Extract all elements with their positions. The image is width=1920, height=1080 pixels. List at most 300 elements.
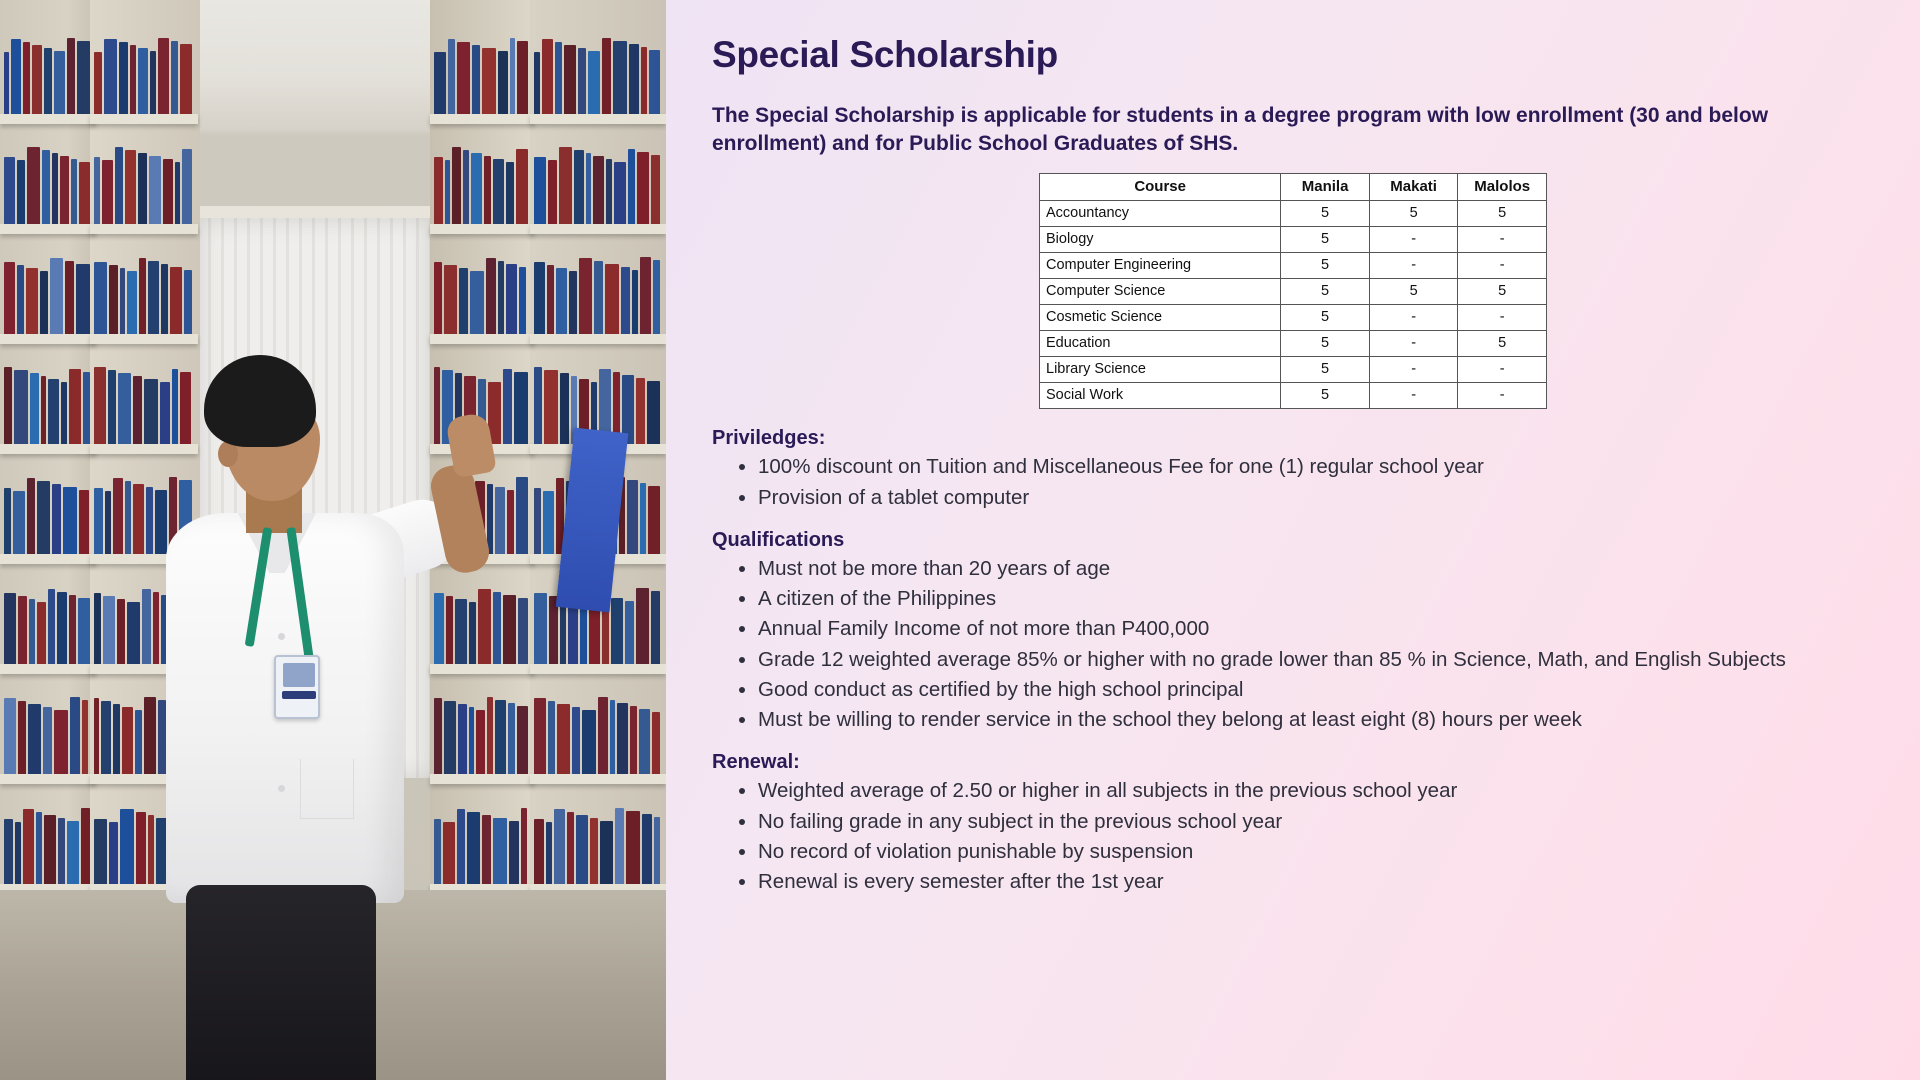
intro-paragraph: The Special Scholarship is applicable for students in a degree program with low enrollment (30 and below enrollment) and for Public School Graduates of SHS.	[712, 104, 1769, 155]
cell-manila: 5	[1281, 331, 1370, 357]
book-spine	[52, 153, 57, 224]
list-item: • Grade 12 weighted average 85% or higher with no grade lower than 85 % in Science, Math, and English Subjects	[758, 646, 1886, 673]
table-row	[1040, 357, 1547, 383]
book-spine	[133, 376, 142, 444]
book-spine	[554, 809, 565, 884]
book-row	[4, 146, 92, 224]
book-spine	[44, 815, 55, 884]
book-spine	[102, 160, 113, 224]
book-spine	[548, 160, 557, 224]
book-spine	[495, 487, 506, 554]
cell-makati: 5	[1369, 279, 1458, 305]
book-row	[94, 36, 194, 114]
book-spine	[517, 706, 528, 774]
book-spine	[578, 48, 586, 114]
book-spine	[470, 271, 484, 334]
book-spine	[521, 808, 527, 884]
book-spine	[586, 153, 592, 224]
book-spine	[444, 265, 457, 334]
student-trousers	[186, 885, 376, 1080]
book-spine	[23, 809, 33, 884]
book-spine	[588, 51, 601, 114]
book-spine	[517, 41, 528, 114]
shelf-board	[0, 334, 96, 344]
book-spine	[69, 369, 80, 444]
book-spine	[104, 39, 117, 114]
table-header-row	[1040, 174, 1547, 201]
book-spine	[60, 156, 70, 224]
table-row	[1040, 305, 1547, 331]
book-spine	[516, 477, 528, 554]
shelf-board	[0, 554, 96, 564]
shelf-board	[430, 664, 534, 674]
section-heading: Renewal:	[712, 751, 800, 774]
book-spine	[629, 44, 639, 114]
book-spine	[482, 48, 496, 114]
section-list	[700, 555, 1886, 734]
book-spine	[647, 381, 660, 444]
book-spine	[48, 589, 54, 664]
book-spine	[108, 370, 116, 444]
library-photo	[0, 0, 666, 1080]
list-item: • Renewal is every semester after the 1st year	[758, 868, 1886, 895]
cell-malolos: 5	[1458, 201, 1547, 227]
book-spine	[506, 264, 517, 334]
book-spine	[57, 592, 68, 664]
book-spine	[149, 156, 162, 224]
cell-manila: 5	[1281, 279, 1370, 305]
book-spine	[158, 38, 169, 114]
book-spine	[444, 701, 456, 774]
book-spine	[625, 601, 633, 664]
book-spine	[498, 261, 504, 334]
book-spine	[434, 52, 446, 114]
book-row	[434, 256, 530, 334]
book-spine	[598, 697, 608, 774]
shelf-board	[90, 224, 198, 234]
book-row	[434, 806, 530, 884]
book-spine	[544, 370, 557, 444]
cell-malolos: -	[1458, 305, 1547, 331]
book-spine	[493, 818, 507, 884]
book-spine	[40, 271, 48, 334]
book-spine	[4, 157, 15, 224]
book-spine	[610, 700, 616, 774]
shelf-board	[530, 774, 666, 784]
book-spine	[27, 147, 39, 224]
book-spine	[617, 703, 628, 774]
scholarship-content-panel	[666, 0, 1920, 1080]
book-spine	[122, 707, 133, 774]
book-spine	[94, 52, 102, 114]
book-spine	[469, 602, 477, 664]
section-heading: Qualifications	[712, 528, 845, 551]
book-spine	[548, 701, 556, 774]
book-spine	[82, 700, 88, 774]
book-spine	[180, 44, 192, 114]
book-spine	[557, 704, 570, 774]
book-spine	[602, 38, 611, 114]
cell-course: Computer Science	[1040, 279, 1281, 305]
book-spine	[67, 821, 79, 884]
book-spine	[109, 822, 118, 884]
book-spine	[4, 367, 12, 444]
book-spine	[534, 698, 546, 774]
book-spine	[63, 487, 77, 554]
section-list	[700, 777, 1886, 895]
shelf-board	[90, 334, 198, 344]
book-spine	[482, 815, 491, 884]
book-spine	[48, 379, 58, 444]
list-item: • Weighted average of 2.50 or higher in all subjects in the previous school year	[758, 777, 1886, 804]
book-spine	[632, 270, 638, 334]
book-spine	[651, 155, 660, 224]
cell-makati: 5	[1369, 201, 1458, 227]
book-spine	[534, 367, 542, 444]
book-spine	[560, 373, 569, 444]
book-spine	[534, 488, 541, 554]
book-spine	[498, 51, 508, 114]
book-spine	[54, 710, 68, 774]
book-spine	[463, 150, 469, 224]
book-spine	[18, 701, 26, 774]
book-spine	[23, 42, 29, 114]
book-spine	[542, 39, 553, 114]
cell-makati: -	[1369, 331, 1458, 357]
book-spine	[50, 258, 63, 334]
book-spine	[113, 704, 119, 774]
book-spine	[29, 599, 34, 664]
book-spine	[653, 260, 660, 334]
shelf-board	[0, 114, 96, 124]
cell-course: Accountancy	[1040, 201, 1281, 227]
book-spine	[4, 488, 11, 554]
book-spine	[94, 262, 107, 334]
cell-malolos: -	[1458, 357, 1547, 383]
shelf-board	[430, 334, 534, 344]
shelf-board	[430, 774, 534, 784]
book-spine	[26, 268, 38, 334]
book-spine	[4, 698, 16, 774]
book-spine	[560, 599, 566, 664]
book-row	[534, 696, 662, 774]
book-spine	[113, 478, 123, 554]
book-spine	[77, 41, 90, 114]
book-spine	[65, 261, 74, 334]
book-spine	[171, 41, 178, 114]
book-row	[94, 146, 194, 224]
book-spine	[640, 483, 647, 554]
shelf-board	[90, 114, 198, 124]
shirt-button	[278, 633, 285, 640]
table-row	[1040, 201, 1547, 227]
book-spine	[4, 593, 16, 664]
cell-malolos: 5	[1458, 331, 1547, 357]
book-spine	[639, 709, 651, 774]
book-spine	[640, 257, 651, 334]
book-spine	[568, 602, 578, 664]
cell-course: Computer Engineering	[1040, 253, 1281, 279]
book-spine	[133, 484, 144, 554]
book-row	[4, 366, 92, 444]
cell-malolos: 5	[1458, 279, 1547, 305]
book-row	[4, 696, 92, 774]
book-spine	[83, 372, 90, 444]
book-row	[4, 476, 92, 554]
book-spine	[546, 822, 552, 884]
id-badge	[274, 655, 320, 719]
book-spine	[94, 698, 99, 774]
book-spine	[42, 150, 51, 224]
book-spine	[471, 153, 481, 224]
book-spine	[457, 42, 470, 114]
cell-malolos: -	[1458, 227, 1547, 253]
cell-course: Library Science	[1040, 357, 1281, 383]
book-spine	[94, 488, 103, 554]
table-head	[1040, 174, 1547, 201]
book-spine	[125, 150, 137, 224]
book-spine	[508, 703, 515, 774]
book-spine	[469, 707, 474, 774]
book-spine	[590, 818, 598, 884]
shelf-board	[0, 444, 96, 454]
book-spine	[163, 159, 172, 224]
book-spine	[559, 147, 572, 224]
book-spine	[136, 812, 146, 884]
book-spine	[67, 38, 75, 114]
book-spine	[564, 45, 576, 114]
book-spine	[30, 373, 39, 444]
book-spine	[120, 268, 125, 334]
book-row	[4, 586, 92, 664]
book-spine	[94, 367, 106, 444]
book-spine	[593, 156, 603, 224]
book-spine	[71, 159, 77, 224]
cell-makati: -	[1369, 227, 1458, 253]
book-spine	[534, 819, 544, 884]
cell-course: Education	[1040, 331, 1281, 357]
book-spine	[493, 592, 502, 664]
book-spine	[642, 814, 652, 884]
book-spine	[507, 490, 514, 554]
book-spine	[519, 267, 526, 334]
book-spine	[514, 372, 528, 444]
list-item: • No record of violation punishable by suspension	[758, 838, 1886, 865]
book-spine	[105, 491, 110, 554]
book-spine	[17, 160, 25, 224]
book-spine	[36, 812, 43, 884]
table-header-manila: Manila	[1281, 174, 1370, 201]
book-spine	[94, 593, 101, 664]
book-row	[94, 256, 194, 334]
book-spine	[606, 159, 613, 224]
list-item: • Must not be more than 20 years of age	[758, 555, 1886, 582]
book-spine	[434, 157, 443, 224]
book-spine	[78, 598, 90, 664]
book-spine	[613, 41, 627, 114]
table-row	[1040, 331, 1547, 357]
book-spine	[476, 710, 486, 774]
cell-manila: 5	[1281, 253, 1370, 279]
cell-manila: 5	[1281, 201, 1370, 227]
shelf-board	[430, 114, 534, 124]
section-heading: Priviledges:	[712, 427, 826, 450]
cell-makati: -	[1369, 253, 1458, 279]
book-spine	[69, 595, 76, 664]
id-badge-photo	[283, 663, 315, 687]
shelf-board	[0, 224, 96, 234]
table-row	[1040, 279, 1547, 305]
shelf-board	[530, 114, 666, 124]
list-item: • Provision of a tablet computer	[758, 484, 1886, 511]
section-list	[700, 453, 1886, 511]
book-spine	[457, 809, 465, 884]
book-spine	[516, 149, 528, 224]
book-spine	[579, 258, 592, 334]
book-spine	[115, 147, 122, 224]
book-spine	[582, 710, 595, 774]
book-spine	[17, 265, 24, 334]
cell-manila: 5	[1281, 227, 1370, 253]
cell-course: Biology	[1040, 227, 1281, 253]
book-spine	[518, 598, 528, 664]
shelf-board	[530, 224, 666, 234]
book-spine	[605, 264, 619, 334]
book-spine	[61, 382, 68, 444]
book-spine	[452, 147, 462, 224]
cell-course: Social Work	[1040, 383, 1281, 409]
book-spine	[594, 261, 603, 334]
book-spine	[4, 52, 9, 114]
book-spine	[79, 162, 90, 224]
book-spine	[44, 48, 51, 114]
page-title: Special Scholarship	[712, 34, 1058, 75]
cell-manila: 5	[1281, 357, 1370, 383]
cell-manila: 5	[1281, 305, 1370, 331]
book-spine	[506, 162, 514, 224]
book-spine	[434, 262, 442, 334]
slots-table-wrapper	[1039, 173, 1547, 409]
table-row	[1040, 227, 1547, 253]
book-spine	[14, 370, 27, 444]
book-spine	[534, 262, 545, 334]
shelf-board	[0, 774, 96, 784]
book-spine	[641, 47, 647, 114]
book-spine	[175, 162, 180, 224]
book-spine	[103, 596, 115, 664]
book-spine	[611, 598, 623, 664]
book-spine	[486, 258, 496, 334]
list-item: • A citizen of the Philippines	[758, 585, 1886, 612]
table-header-makati: Makati	[1369, 174, 1458, 201]
book-spine	[118, 373, 131, 444]
cell-makati: -	[1369, 357, 1458, 383]
book-spine	[509, 821, 519, 884]
shelf-board	[0, 664, 96, 674]
book-spine	[503, 595, 516, 664]
book-spine	[534, 52, 540, 114]
shirt-pocket	[300, 759, 354, 819]
book-spine	[626, 811, 640, 884]
book-row	[534, 146, 662, 224]
book-spine	[654, 817, 660, 884]
book-spine	[135, 710, 142, 774]
book-spine	[52, 484, 61, 554]
book-spine	[478, 589, 490, 664]
book-spine	[43, 707, 52, 774]
book-spine	[567, 812, 574, 884]
book-row	[4, 36, 92, 114]
book-spine	[493, 159, 504, 224]
book-spine	[574, 150, 583, 224]
book-spine	[648, 486, 660, 554]
book-spine	[125, 481, 131, 554]
book-spine	[76, 264, 90, 334]
cell-makati: -	[1369, 305, 1458, 331]
book-spine	[4, 819, 13, 884]
book-spine	[101, 701, 111, 774]
book-spine	[600, 821, 613, 884]
book-spine	[41, 376, 47, 444]
book-spine	[627, 480, 638, 554]
book-row	[4, 806, 92, 884]
book-spine	[503, 369, 512, 444]
book-spine	[621, 267, 631, 334]
book-spine	[448, 39, 456, 114]
book-row	[434, 586, 530, 664]
list-item: • Good conduct as certified by the high school principal	[758, 676, 1886, 703]
course-slots-table	[1039, 173, 1547, 409]
book-spine	[139, 258, 145, 334]
book-spine	[615, 808, 624, 884]
book-spine	[109, 265, 118, 334]
book-spine	[81, 808, 90, 884]
book-spine	[138, 153, 146, 224]
table-row	[1040, 253, 1547, 279]
book-spine	[184, 270, 192, 334]
book-spine	[161, 264, 168, 334]
book-spine	[630, 706, 637, 774]
book-spine	[628, 149, 636, 224]
sections-host	[700, 427, 1886, 895]
book-spine	[4, 262, 15, 334]
book-spine	[32, 45, 43, 114]
book-spine	[636, 378, 644, 444]
book-spine	[649, 50, 660, 114]
book-spine	[556, 268, 568, 334]
book-spine	[534, 593, 547, 664]
book-spine	[637, 152, 649, 224]
book-row	[434, 146, 530, 224]
book-spine	[455, 599, 466, 664]
book-spine	[94, 819, 107, 884]
book-spine	[120, 809, 134, 884]
shelf-board	[530, 664, 666, 674]
book-spine	[28, 704, 41, 774]
book-spine	[18, 596, 27, 664]
book-spine	[636, 588, 649, 664]
book-spine	[27, 478, 35, 554]
book-spine	[79, 490, 89, 554]
cell-makati: -	[1369, 383, 1458, 409]
book-spine	[487, 697, 493, 774]
book-spine	[467, 812, 480, 884]
cell-manila: 5	[1281, 383, 1370, 409]
shelf-board	[430, 224, 534, 234]
book-spine	[127, 602, 140, 664]
table-header-malolos: Malolos	[1458, 174, 1547, 201]
book-spine	[555, 42, 562, 114]
